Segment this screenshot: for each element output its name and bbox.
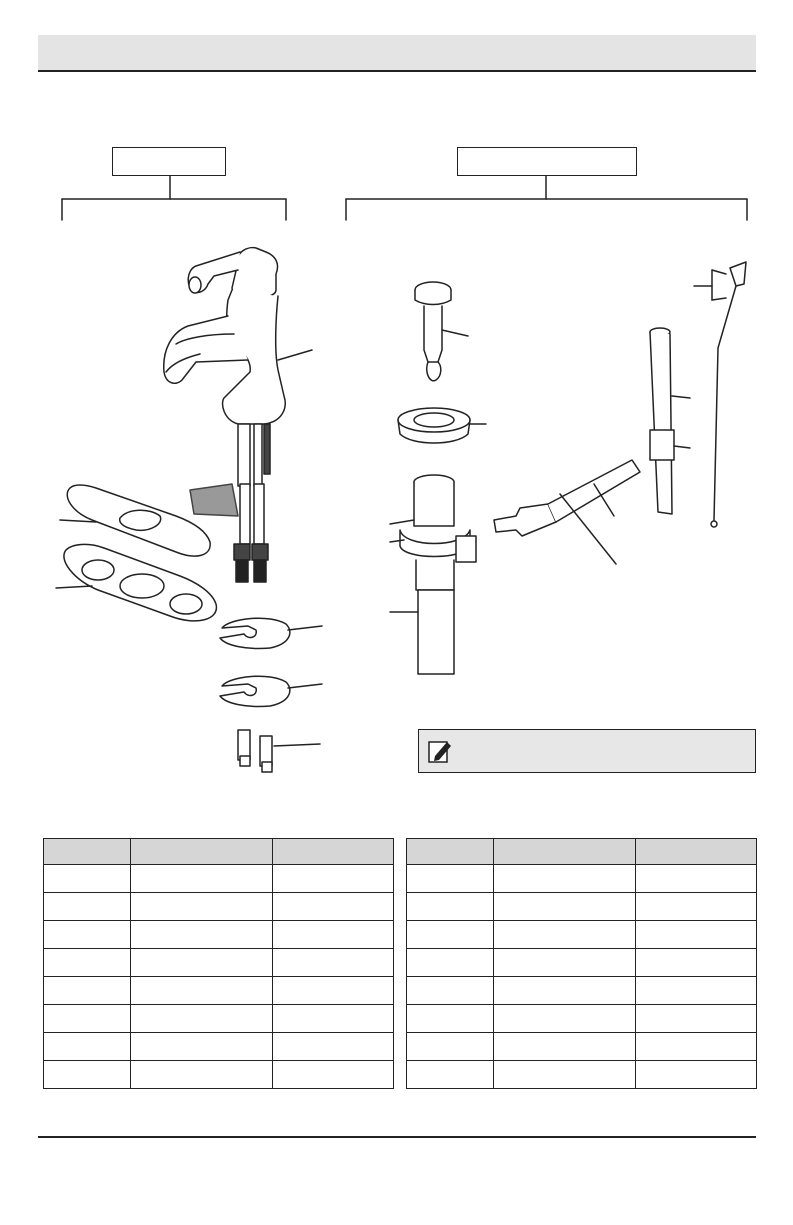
- table-row: [44, 949, 394, 977]
- table-cell: [494, 949, 636, 977]
- table-cell: [407, 1033, 494, 1061]
- table-cell: [273, 1061, 394, 1089]
- table-cell: [273, 977, 394, 1005]
- table-cell: [407, 921, 494, 949]
- table-cell: [407, 1005, 494, 1033]
- clevis-strap-part: [650, 328, 690, 514]
- note-box: [418, 729, 756, 773]
- table-row: [407, 893, 757, 921]
- table-cell: [636, 949, 757, 977]
- table-header-row: [44, 839, 394, 865]
- table-cell: [44, 1005, 131, 1033]
- table-cell: [636, 1033, 757, 1061]
- table-cell: [407, 893, 494, 921]
- table-cell: [44, 893, 131, 921]
- table-row: [407, 865, 757, 893]
- drain-body-part: [390, 475, 476, 674]
- washer-part-2: [220, 676, 322, 706]
- table-cell: [636, 977, 757, 1005]
- table-cell: [131, 893, 273, 921]
- drain-group-bracket: [346, 176, 747, 220]
- parts-table-left: [43, 838, 394, 1089]
- note-pencil-icon: [427, 738, 453, 764]
- table-header-cell: [44, 839, 131, 865]
- table-cell: [273, 1033, 394, 1061]
- table-cell: [131, 977, 273, 1005]
- table-header-cell: [131, 839, 273, 865]
- mounting-nuts-part: [238, 730, 320, 772]
- table-cell: [636, 1061, 757, 1089]
- table-header-cell: [273, 839, 394, 865]
- table-cell: [44, 949, 131, 977]
- table-row: [44, 865, 394, 893]
- table-cell: [494, 1061, 636, 1089]
- parts-table-right: [406, 838, 757, 1089]
- table-cell: [44, 977, 131, 1005]
- table-cell: [273, 1005, 394, 1033]
- table-header-row: [407, 839, 757, 865]
- table-row: [44, 893, 394, 921]
- footer-rule: [38, 1136, 756, 1138]
- drain-flange-part: [398, 408, 486, 443]
- table-cell: [131, 921, 273, 949]
- table-header-cell: [636, 839, 757, 865]
- table-row: [44, 921, 394, 949]
- table-cell: [636, 921, 757, 949]
- table-header-cell: [494, 839, 636, 865]
- table-cell: [407, 1061, 494, 1089]
- table-row: [44, 1005, 394, 1033]
- table-cell: [44, 1061, 131, 1089]
- table-cell: [407, 949, 494, 977]
- pivot-rod-part: [494, 460, 640, 564]
- table-cell: [131, 1033, 273, 1061]
- table-cell: [131, 1061, 273, 1089]
- table-cell: [636, 1005, 757, 1033]
- table-cell: [273, 893, 394, 921]
- table-cell: [407, 977, 494, 1005]
- table-row: [44, 1061, 394, 1089]
- table-cell: [407, 865, 494, 893]
- table-row: [407, 1061, 757, 1089]
- table-cell: [494, 1033, 636, 1061]
- table-cell: [44, 1033, 131, 1061]
- table-cell: [131, 865, 273, 893]
- table-row: [407, 1005, 757, 1033]
- table-cell: [273, 921, 394, 949]
- washer-part-1: [220, 618, 322, 648]
- stopper-part: [415, 282, 468, 381]
- table-header-cell: [407, 839, 494, 865]
- table-cell: [494, 921, 636, 949]
- lift-rod-part: [694, 262, 746, 527]
- table-cell: [273, 949, 394, 977]
- table-row: [44, 1033, 394, 1061]
- table-cell: [44, 865, 131, 893]
- faucet-group-bracket: [62, 176, 286, 220]
- table-cell: [131, 1005, 273, 1033]
- table-row: [407, 921, 757, 949]
- table-cell: [636, 865, 757, 893]
- table-cell: [131, 949, 273, 977]
- table-row: [407, 1033, 757, 1061]
- table-cell: [273, 865, 394, 893]
- table-cell: [494, 1005, 636, 1033]
- table-cell: [494, 865, 636, 893]
- table-cell: [44, 921, 131, 949]
- table-row: [407, 949, 757, 977]
- table-row: [44, 977, 394, 1005]
- table-cell: [636, 893, 757, 921]
- table-cell: [494, 977, 636, 1005]
- table-cell: [494, 893, 636, 921]
- table-row: [407, 977, 757, 1005]
